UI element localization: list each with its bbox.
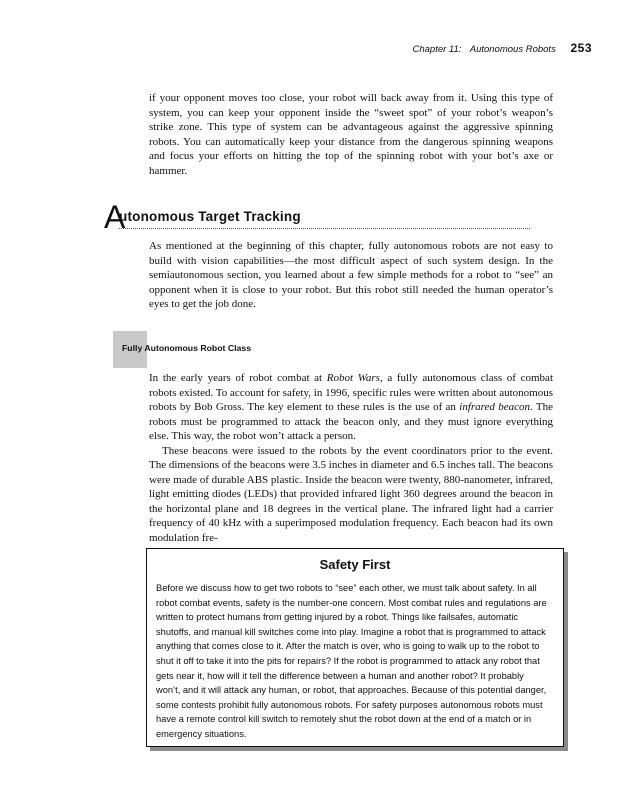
intro-paragraph — [149, 91, 553, 178]
para1-after: . The robots must be programmed to attack the beacon only, and they must ignore everything else. This way, the robot won’t attack a person. — [149, 401, 553, 442]
subsection-body — [149, 371, 553, 545]
infrared-beacon-italic: infrared beacon — [459, 401, 531, 413]
intro-paragraph-text: if your opponent moves too close, your robot will back away from it. Using this type of system, you can keep your opponent inside the “sweet spot” of your robot’s weapon’s strike zone. This type of system can be advantageous against the aggressive spinning robots. You can automatically keep your distance from the dangerous spinning weapons and focus your efforts on hitting the top of the spinning robot with your bot’s axe or hammer. — [149, 92, 553, 177]
chapter-title: Autonomous Robots — [469, 44, 556, 55]
section-rule — [119, 228, 530, 229]
para1-middle: , a fully autonomous class of combat robots existed. To account for safety, in 1996, specific rules were written about autonomous robots by Bob Gross. The key element to these rules is the use of an — [149, 372, 553, 413]
section-title: utonomous Target Tracking — [119, 209, 301, 224]
subsection-paragraph-1 — [149, 371, 553, 444]
section-paragraph-text: As mentioned at the beginning of this chapter, fully autonomous robots are not easy to build with vision capabilities—the most difficult aspect of such system design. In the semiautonomous section, you learned about a few simple methods for a robot to “see” an opponent when it is close to your robot. But this robot still needed the human operator’s eyes to get the job done. — [149, 240, 553, 310]
section-paragraph — [149, 239, 553, 312]
running-header — [412, 41, 592, 55]
subsection-paragraph-2: These beacons were issued to the robots by the event coordinators prior to the event. The dimensions of the beacons were 3.5 inches in diameter and 6.5 inches tall. The beacons were made of durable ABS plastic. Inside the beacon were twenty, 880-nanometer, infrared, light emitting diodes (LEDs) that provided infrared light 360 degrees around the beacon in the horizontal plane and 18 degrees in the vertical plane. The infrared light had a carrier frequency of 40 kHz with a superimposed modulation frequency. Each beacon had its own modulation fre- — [149, 444, 553, 544]
robot-wars-italic: Robot Wars — [326, 372, 380, 384]
sidebar-text: Before we discuss how to get two robots to “see” each other, we must talk about safety. In all robot combat events, safety is the number-one concern. Most combat rules and regulations are written to protect humans from getting injured by a robot. Things like failsafes, automatic shutoffs, and manual kill switches come into play. Imagine a robot that is programmed to attack anything that comes close to it. After the match is over, who is going to walk up to the robot to shut it off to take it into the pits for repairs? If the robot is programmed to attack any robot that gets near it, how will it tell the difference between a human and another robot? It probably won’t, and it will attack any human, or robot, that approaches. Because of this potential danger, some contests prohibit fully autonomous robots. For safety purposes autonomous robots must have a remote control kill switch to remotely shut the robot down at the end of a match or in emergency situations. — [156, 583, 547, 739]
chapter-number: Chapter 11: — [412, 44, 462, 55]
page-number: 253 — [570, 41, 592, 55]
section-drop-cap: A — [104, 199, 126, 235]
subsection-title: Fully Autonomous Robot Class — [122, 343, 252, 353]
section-heading — [104, 200, 530, 234]
para1-before: In the early years of robot combat at — [149, 372, 327, 384]
safety-sidebar — [146, 548, 564, 747]
sidebar-title: Safety First — [319, 557, 391, 572]
